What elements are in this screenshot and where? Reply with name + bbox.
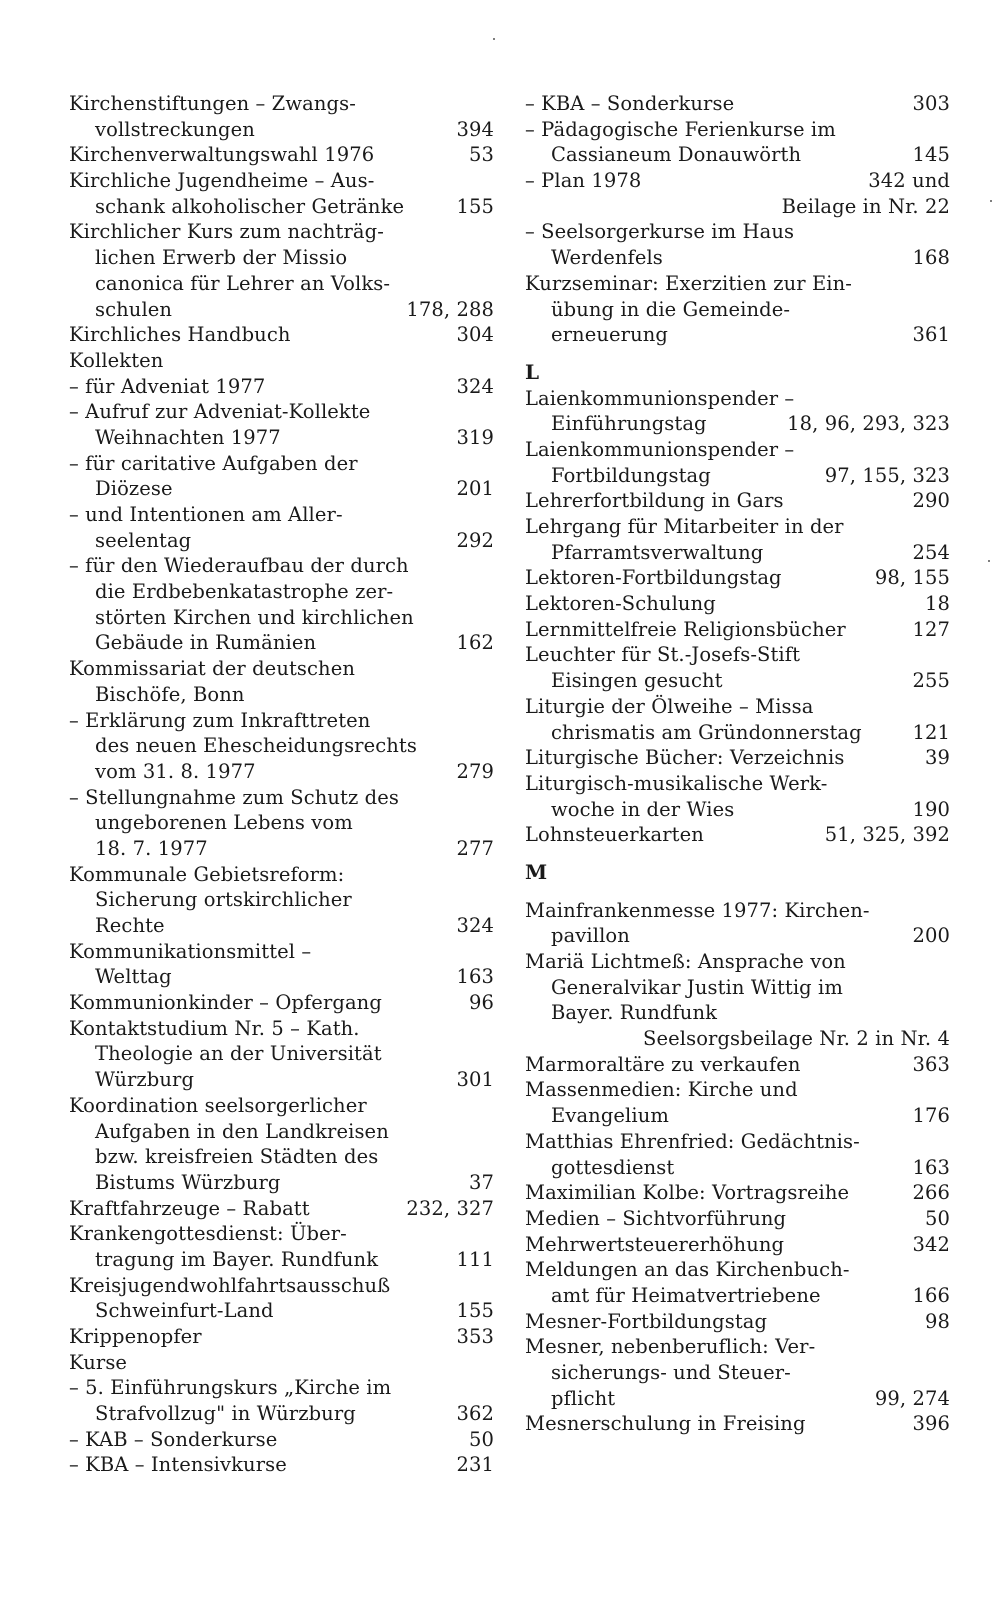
index-entry-continuation (525, 720, 950, 746)
index-entry-continuation (525, 1000, 950, 1026)
index-entry-continuation (69, 245, 494, 271)
page-reference: 342 (912, 1232, 950, 1256)
index-column-right (525, 91, 950, 1437)
index-entry-continuation (69, 836, 494, 862)
index-entry-continuation (69, 1041, 494, 1067)
page-reference: 279 (456, 759, 494, 783)
index-entry (525, 386, 950, 412)
index-entry (69, 1324, 494, 1350)
index-entry (69, 1196, 494, 1222)
page-reference: Seelsorgsbeilage Nr. 2 in Nr. 4 (643, 1027, 950, 1051)
entry-text: Kirchliche Jugendheime – Aus- (69, 169, 375, 193)
entry-text: Diözese (95, 477, 173, 501)
index-entry (69, 1093, 494, 1119)
entry-text: – Aufruf zur Adveniat-Kollekte (69, 400, 371, 424)
entry-text: Mesnerschulung in Freising (525, 1412, 806, 1436)
index-entry (525, 565, 950, 591)
index-entry-continuation (69, 810, 494, 836)
entry-text: Fortbildungstag (551, 463, 711, 487)
page-reference: 324 (456, 374, 494, 398)
entry-text: Kreisjugendwohlfahrtsausschuß (69, 1273, 391, 1297)
index-entry (525, 1129, 950, 1155)
index-entry-continuation (69, 913, 494, 939)
entry-text: – 5. Einführungskurs „Kirche im (69, 1376, 392, 1400)
page-reference: 361 (912, 323, 950, 347)
entry-text: Kommunionkinder – Opfergang (69, 991, 382, 1015)
entry-text: amt für Heimatvertriebene (551, 1283, 821, 1307)
index-subentry (69, 502, 494, 528)
entry-text: – Erklärung zum Inkrafttreten (69, 708, 371, 732)
index-entry (525, 437, 950, 463)
entry-text: Schweinfurt-Land (95, 1299, 274, 1323)
index-subentry (69, 1452, 494, 1478)
index-entry-continuation (525, 1026, 950, 1052)
page-reference: 145 (912, 143, 950, 167)
index-entry (69, 656, 494, 682)
entry-text: tragung im Bayer. Rundfunk (95, 1247, 379, 1271)
entry-text: Kirchlicher Kurs zum nachträg- (69, 220, 384, 244)
entry-text: Liturgische Bücher: Verzeichnis (525, 746, 845, 770)
entry-text: übung in die Gemeinde- (551, 297, 791, 321)
index-subentry (525, 91, 950, 117)
entry-text: Mesner, nebenberuflich: Ver- (525, 1335, 816, 1359)
page-reference: 163 (912, 1155, 950, 1179)
index-entry-continuation (69, 579, 494, 605)
entry-text: Weihnachten 1977 (95, 425, 281, 449)
index-entry-continuation (69, 605, 494, 631)
index-entry-continuation (525, 142, 950, 168)
index-entry-continuation (525, 1360, 950, 1386)
index-entry-continuation (69, 271, 494, 297)
index-entry (525, 1334, 950, 1360)
entry-text: Meldungen an das Kirchenbuch- (525, 1258, 850, 1282)
index-entry-continuation (525, 1155, 950, 1181)
entry-text: Gebäude in Rumänien (95, 631, 317, 655)
index-entry-continuation (525, 297, 950, 323)
entry-text: Kommissariat der deutschen (69, 657, 356, 681)
page-reference: 254 (912, 540, 950, 564)
entry-text: sicherungs- und Steuer- (551, 1361, 791, 1384)
entry-text: chrismatis am Gründonnerstag (551, 720, 862, 744)
index-entry-continuation (69, 1170, 494, 1196)
entry-text: Kommunale Gebietsreform: (69, 862, 345, 886)
index-entry (69, 939, 494, 965)
entry-text: Lohnsteuerkarten (525, 823, 704, 847)
page-reference: 166 (912, 1283, 950, 1307)
index-entry-continuation (69, 194, 494, 220)
page-reference: 301 (456, 1068, 494, 1092)
page-reference: 51, 325, 392 (824, 823, 950, 847)
spacer (525, 348, 950, 360)
scan-speck (990, 200, 992, 202)
index-entry (525, 694, 950, 720)
index-entry-continuation (525, 411, 950, 437)
entry-text: bzw. kreisfreien Städten des (95, 1145, 379, 1169)
index-entry (69, 322, 494, 348)
index-entry (525, 771, 950, 797)
page-reference: 53 (468, 143, 494, 167)
index-entry (525, 822, 950, 848)
index-entry (525, 1180, 950, 1206)
section-letter (525, 860, 950, 886)
entry-text: Kirchenstiftungen – Zwangs- (69, 92, 356, 115)
page-reference: 190 (912, 797, 950, 821)
index-entry-continuation (69, 1401, 494, 1427)
entry-text: – Stellungnahme zum Schutz des (69, 785, 399, 809)
page-reference: 99, 274 (874, 1386, 950, 1410)
entry-text: Welttag (95, 965, 172, 989)
index-subentry (69, 399, 494, 425)
section-letter (525, 360, 950, 386)
page-reference: 304 (456, 323, 494, 347)
entry-text: L (525, 359, 540, 384)
page-reference: 155 (456, 1299, 494, 1323)
page-reference: 96 (468, 991, 494, 1015)
entry-text: Koordination seelsorgerlicher (69, 1093, 367, 1117)
index-entry (525, 488, 950, 514)
entry-text: gottesdienst (551, 1155, 675, 1179)
index-entry (69, 1350, 494, 1376)
entry-text: Strafvollzug" in Würzburg (95, 1402, 356, 1426)
page-reference: 353 (456, 1325, 494, 1348)
page-reference: 201 (456, 477, 494, 501)
index-entry-continuation (69, 297, 494, 323)
entry-text: Würzburg (95, 1068, 195, 1092)
index-subentry (69, 553, 494, 579)
index-entry (525, 591, 950, 617)
entry-text: seelentag (95, 528, 192, 552)
entry-text: pavillon (551, 924, 630, 948)
entry-text: Mariä Lichtmeß: Ansprache von (525, 950, 846, 973)
page-reference: 324 (456, 914, 494, 937)
entry-text: erneuerung (551, 323, 668, 347)
entry-text: Krankengottesdienst: Über- (69, 1222, 347, 1246)
index-entry-continuation (69, 630, 494, 656)
entry-text: Medien – Sichtvorführung (525, 1206, 787, 1230)
entry-text: Cassianeum Donauwörth (551, 143, 802, 167)
page-reference: 231 (456, 1453, 494, 1477)
page-reference: 363 (912, 1052, 950, 1076)
page-reference: 37 (468, 1170, 494, 1194)
entry-text: Kirchliches Handbuch (69, 323, 291, 347)
page-reference: 18, 96, 293, 323 (787, 412, 950, 436)
index-subentry (69, 1427, 494, 1453)
index-entry (69, 91, 494, 117)
index-entry (525, 1077, 950, 1103)
index-entry (69, 219, 494, 245)
page-reference: 162 (456, 631, 494, 655)
entry-text: Bischöfe, Bonn (95, 682, 245, 706)
page-reference: 176 (912, 1104, 950, 1128)
index-entry-continuation (69, 476, 494, 502)
index-subentry (69, 785, 494, 811)
page-reference: 319 (456, 425, 494, 449)
page-reference: 127 (912, 617, 950, 641)
entry-text: Generalvikar Justin Wittig im (551, 975, 843, 999)
index-entry (69, 1273, 494, 1299)
page-reference: 394 (456, 117, 494, 141)
entry-text: – Seelsorgerkurse im Haus (525, 220, 795, 244)
index-entry (525, 1232, 950, 1258)
spacer (525, 848, 950, 860)
page-reference: 111 (456, 1247, 494, 1271)
entry-text: Kontaktstudium Nr. 5 – Kath. (69, 1016, 360, 1040)
index-entry-continuation (525, 463, 950, 489)
entry-text: Aufgaben in den Landkreisen (95, 1119, 389, 1143)
index-subentry (525, 219, 950, 245)
index-subentry (69, 1375, 494, 1401)
page-reference: 303 (912, 92, 950, 115)
entry-text: Marmoraltäre zu verkaufen (525, 1052, 801, 1076)
entry-text: Pfarramtsverwaltung (551, 540, 764, 564)
entry-text: Lernmittelfreie Religionsbücher (525, 617, 846, 641)
index-entry-continuation (525, 194, 950, 220)
page-reference: 98 (924, 1309, 950, 1333)
entry-text: Kirchenverwaltungswahl 1976 (69, 143, 375, 167)
entry-text: – für Adveniat 1977 (69, 374, 266, 398)
entry-text: – und Intentionen am Aller- (69, 503, 343, 526)
index-subentry (69, 374, 494, 400)
index-entry-continuation (525, 1103, 950, 1129)
entry-text: Lektoren-Fortbildungstag (525, 566, 782, 590)
entry-text: – für caritative Aufgaben der (69, 451, 358, 475)
index-entry-continuation (69, 1247, 494, 1273)
index-column-left (69, 91, 494, 1478)
entry-text: ungeborenen Lebens vom (95, 811, 353, 835)
index-entry (525, 745, 950, 771)
entry-text: Bayer. Rundfunk (551, 1001, 718, 1025)
scan-speck (988, 560, 990, 562)
index-entry-continuation (525, 668, 950, 694)
entry-text: Liturgie der Ölweihe – Missa (525, 694, 814, 718)
index-entry-continuation (69, 1298, 494, 1324)
index-entry (69, 142, 494, 168)
entry-text: Kraftfahrzeuge – Rabatt (69, 1196, 310, 1220)
page-reference: 342 und (868, 169, 950, 193)
index-entry-continuation (69, 887, 494, 913)
page-reference: 290 (912, 489, 950, 513)
index-entry (525, 642, 950, 668)
page-reference: 292 (456, 528, 494, 552)
entry-text: – KAB – Sonderkurse (69, 1427, 278, 1451)
index-entry (525, 514, 950, 540)
page-reference: Beilage in Nr. 22 (781, 194, 950, 218)
index-entry (525, 1206, 950, 1232)
entry-text: 18. 7. 1977 (95, 836, 208, 860)
page-reference: 163 (456, 965, 494, 989)
entry-text: die Erdbebenkatastrophe zer- (95, 580, 394, 604)
index-entry (69, 348, 494, 374)
entry-text: Bistums Würzburg (95, 1170, 281, 1194)
page-reference: 155 (456, 194, 494, 218)
index-entry (69, 1221, 494, 1247)
page-reference: 362 (456, 1402, 494, 1426)
page-reference: 121 (912, 720, 950, 744)
entry-text: – für den Wiederaufbau der durch (69, 554, 409, 578)
entry-text: Einführungstag (551, 412, 707, 436)
entry-text: Werdenfels (551, 246, 663, 270)
index-entry (69, 1016, 494, 1042)
index-subentry (525, 117, 950, 143)
index-entry (525, 1257, 950, 1283)
entry-text: pflicht (551, 1386, 616, 1410)
entry-text: Kurzseminar: Exerzitien zur Ein- (525, 271, 852, 295)
index-subentry (69, 451, 494, 477)
index-entry-continuation (525, 975, 950, 1001)
page-reference: 97, 155, 323 (824, 463, 950, 487)
index-entry (525, 271, 950, 297)
entry-text: canonica für Lehrer an Volks- (95, 271, 391, 295)
entry-text: Lehrgang für Mitarbeiter in der (525, 515, 844, 538)
entry-text: Sicherung ortskirchlicher (95, 888, 352, 912)
entry-text: Kommunikationsmittel – (69, 939, 312, 963)
page-reference: 50 (468, 1427, 494, 1451)
entry-text: Liturgisch-musikalische Werk- (525, 771, 828, 795)
index-entry (525, 1411, 950, 1437)
entry-text: schank alkoholischer Getränke (95, 194, 405, 218)
page-reference: 396 (912, 1412, 950, 1436)
page-reference: 232, 327 (406, 1196, 494, 1220)
index-entry (69, 168, 494, 194)
index-entry-continuation (525, 1283, 950, 1309)
index-entry-continuation (69, 1067, 494, 1093)
entry-text: Lehrerfortbildung in Gars (525, 489, 784, 513)
index-entry-continuation (69, 759, 494, 785)
entry-text: Leuchter für St.-Josefs-Stift (525, 643, 801, 667)
index-subentry (69, 708, 494, 734)
entry-text: Laienkommunionspender – (525, 386, 795, 410)
page-reference: 277 (456, 836, 494, 860)
entry-text: Matthias Ehrenfried: Gedächtnis- (525, 1129, 860, 1153)
entry-text: schulen (95, 297, 173, 321)
entry-text: Massenmedien: Kirche und (525, 1078, 798, 1102)
scan-speck (493, 38, 495, 40)
index-entry-continuation (525, 540, 950, 566)
entry-text: woche in der Wies (551, 797, 735, 821)
page-reference: 168 (912, 246, 950, 270)
index-entry-continuation (69, 117, 494, 143)
index-entry (525, 1309, 950, 1335)
entry-text: Mesner-Fortbildungstag (525, 1309, 768, 1333)
page-reference: 200 (912, 924, 950, 948)
entry-text: Krippenopfer (69, 1325, 202, 1348)
entry-text: Kurse (69, 1350, 128, 1374)
index-entry-continuation (69, 1144, 494, 1170)
index-entry (525, 898, 950, 924)
index-entry-continuation (525, 245, 950, 271)
entry-text: Theologie an der Universität (95, 1042, 382, 1066)
index-entry-continuation (69, 682, 494, 708)
entry-text: Laienkommunionspender – (525, 437, 795, 461)
entry-text: Mainfrankenmesse 1977: Kirchen- (525, 898, 870, 922)
entry-text: – KBA – Sonderkurse (525, 92, 735, 115)
entry-text: Kollekten (69, 348, 164, 372)
entry-text: Evangelium (551, 1104, 669, 1128)
entry-text: vom 31. 8. 1977 (95, 759, 256, 783)
page-reference: 50 (924, 1206, 950, 1230)
entry-text: – KBA – Intensivkurse (69, 1453, 287, 1477)
entry-text: – Pädagogische Ferienkurse im (525, 117, 836, 141)
entry-text: – Plan 1978 (525, 169, 642, 193)
page-reference: 39 (924, 746, 950, 770)
entry-text: Maximilian Kolbe: Vortragsreihe (525, 1181, 850, 1205)
index-entry-continuation (69, 964, 494, 990)
page-reference: 178, 288 (406, 297, 494, 321)
entry-text: M (525, 859, 548, 884)
index-entry-continuation (69, 425, 494, 451)
entry-text: Rechte (95, 914, 165, 937)
entry-text: lichen Erwerb der Missio (95, 246, 348, 270)
entry-text: Lektoren-Schulung (525, 592, 716, 616)
page-reference: 255 (912, 669, 950, 693)
index-entry (69, 990, 494, 1016)
index-entry (69, 862, 494, 888)
page-reference: 98, 155 (874, 566, 950, 590)
index-entry-continuation (525, 1386, 950, 1412)
index-entry-continuation (525, 797, 950, 823)
index-entry (525, 949, 950, 975)
page-reference: 266 (912, 1181, 950, 1205)
entry-text: des neuen Ehescheidungsrechts (95, 734, 417, 758)
index-entry (525, 1052, 950, 1078)
index-entry-continuation (69, 1119, 494, 1145)
index-entry-continuation (69, 733, 494, 759)
index-entry (525, 617, 950, 643)
index-entry-continuation (525, 322, 950, 348)
entry-text: störten Kirchen und kirchlichen (95, 605, 414, 629)
index-entry-continuation (525, 923, 950, 949)
entry-text: Eisingen gesucht (551, 669, 723, 693)
page-reference: 18 (924, 592, 950, 616)
entry-text: Mehrwertsteuererhöhung (525, 1232, 785, 1256)
spacer (525, 886, 950, 898)
index-subentry (525, 168, 950, 194)
index-entry-continuation (69, 528, 494, 554)
entry-text: vollstreckungen (95, 117, 255, 141)
